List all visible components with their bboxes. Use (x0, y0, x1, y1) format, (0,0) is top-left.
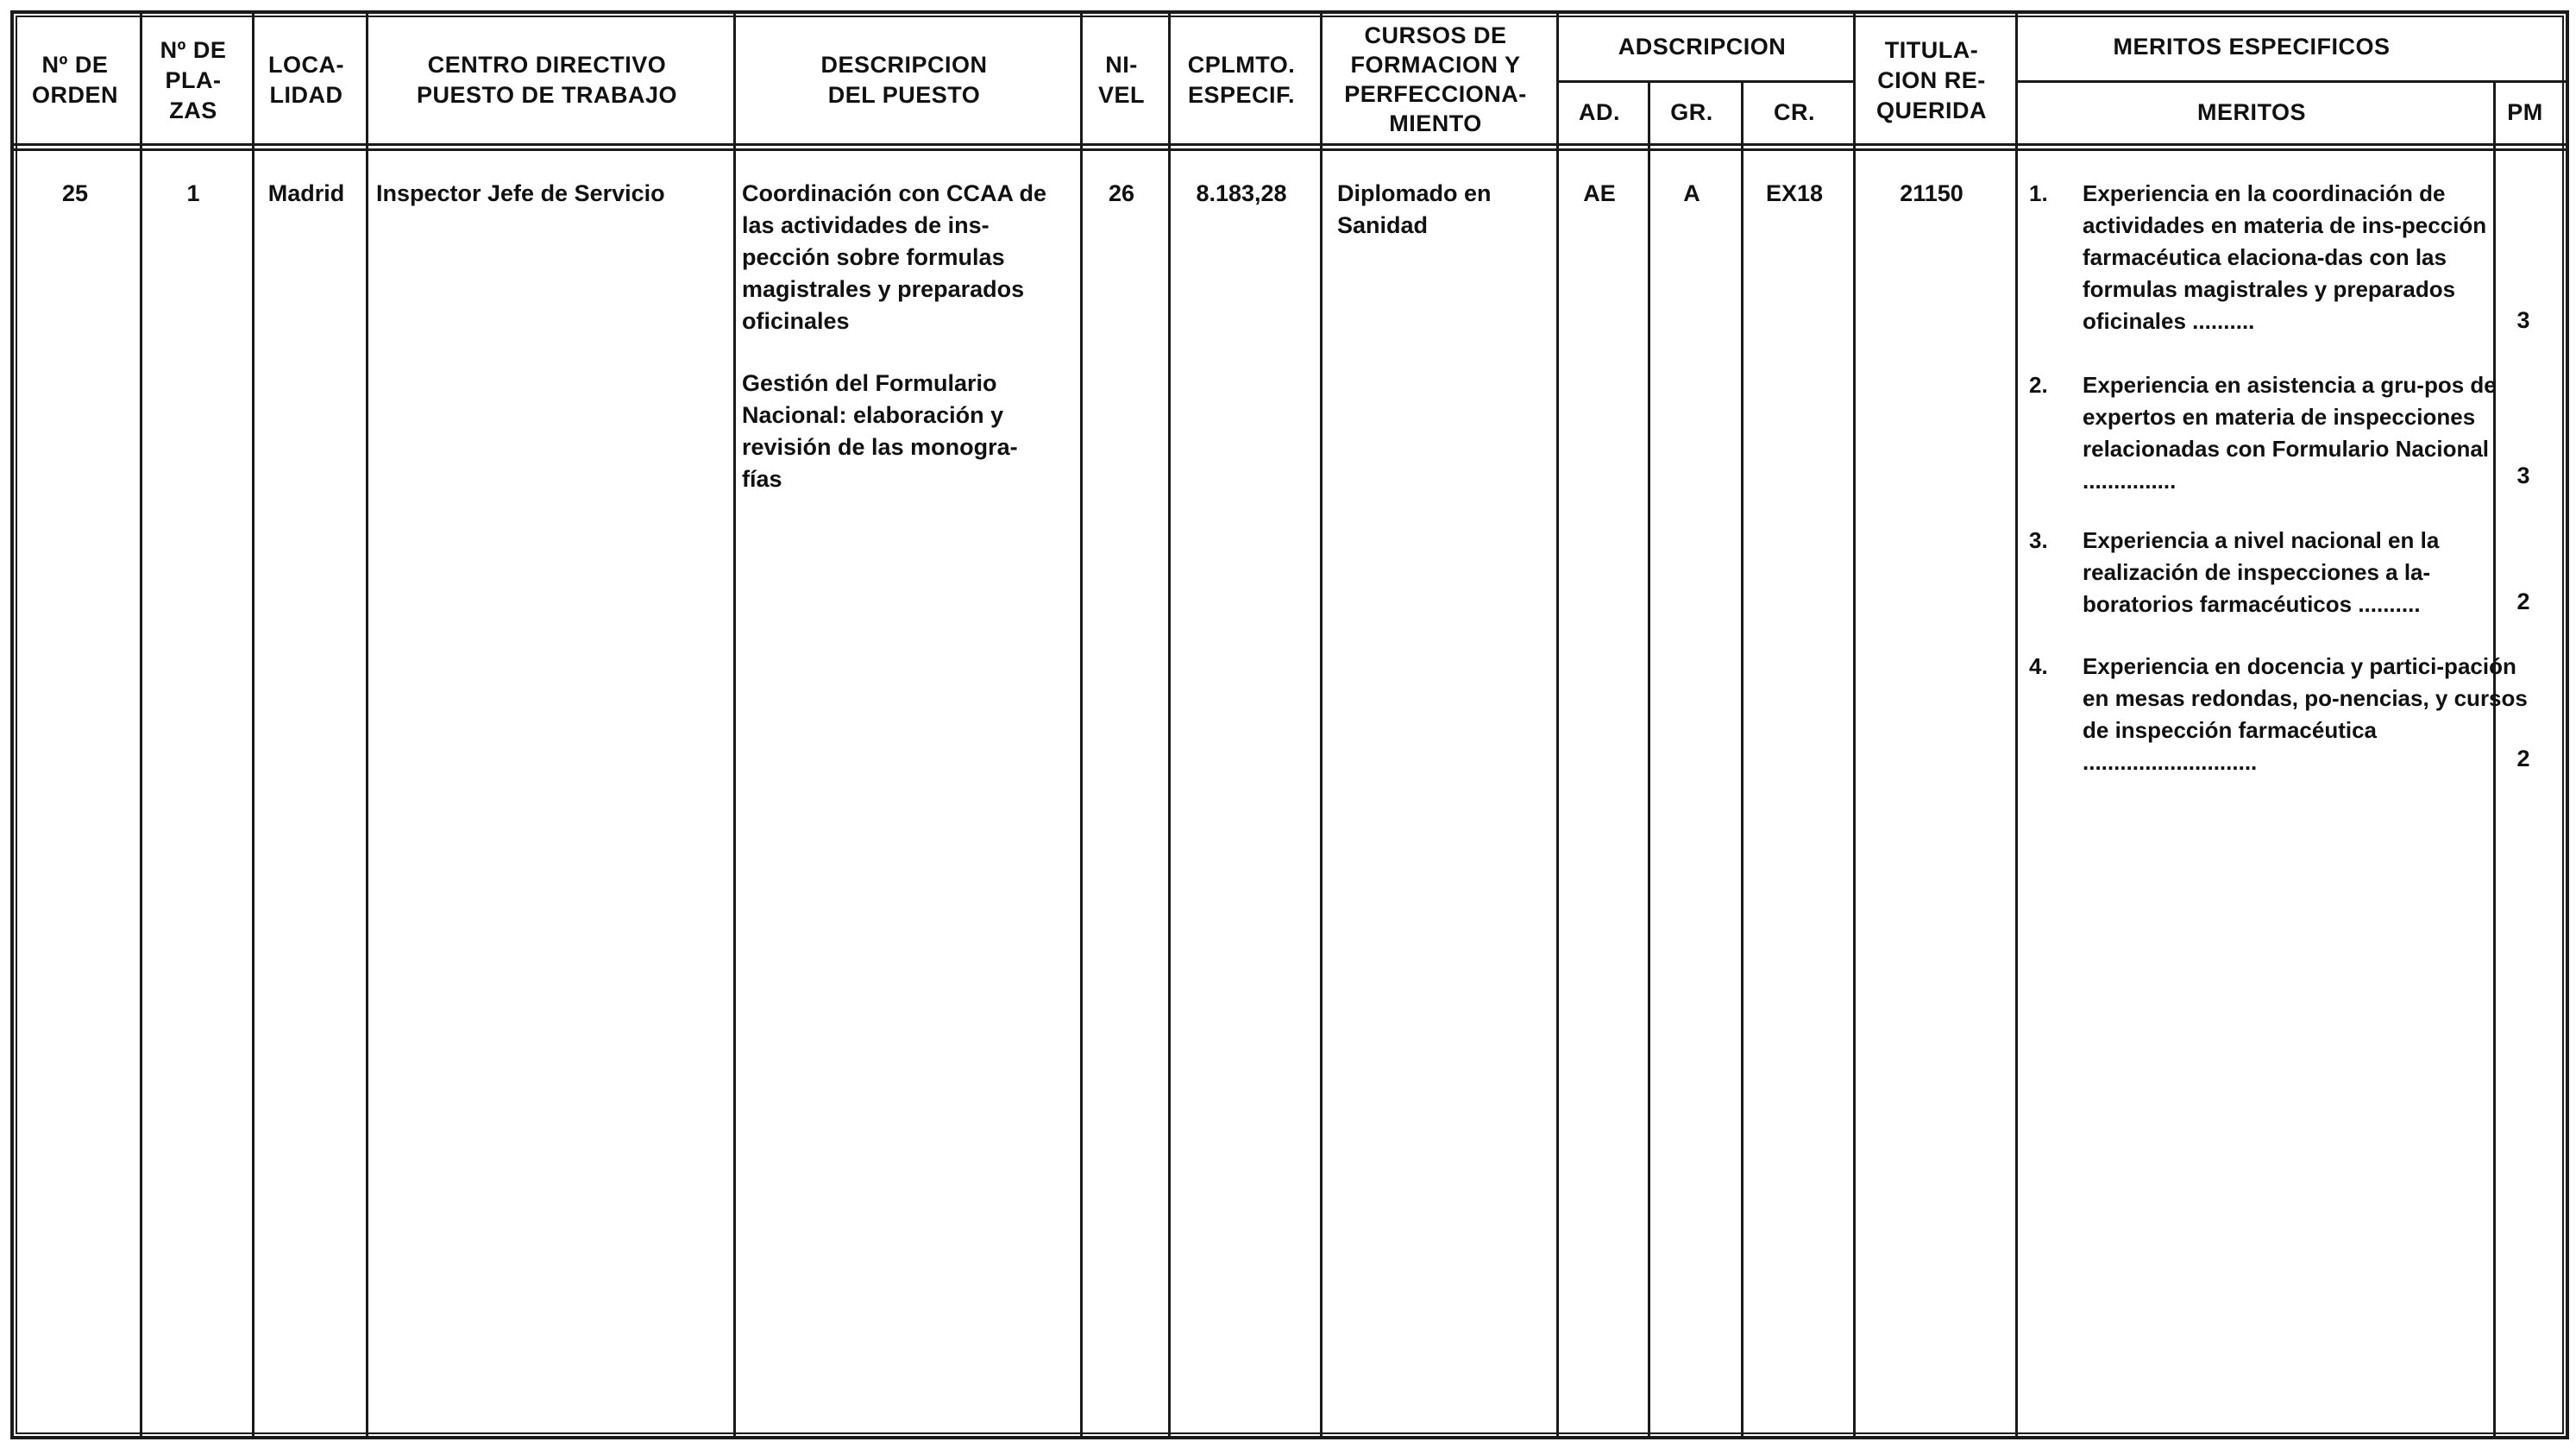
descripcion-paragraph: Gestión del Formulario Nacional: elaboración y revisión de las monogra-fías (742, 370, 1018, 492)
header-meritos-especificos: MERITOS ESPECIFICOS (2113, 33, 2391, 60)
header-plazas: Nº DE PLA- ZAS (160, 36, 227, 123)
cell-gr: A (1683, 180, 1700, 206)
col-divider (1320, 14, 1323, 1436)
merito-text: Experiencia en asistencia a gru-pos de expertos en materia de inspecciones relacionadas con Formulario Nacional ............... (2083, 372, 2497, 494)
col-divider (140, 14, 142, 1436)
header-nivel: NI- VEL (1097, 52, 1145, 108)
cell-titulacion: 21150 (1900, 180, 1963, 206)
header-adscripcion: ADSCRIPCION (1618, 33, 1787, 60)
merito-pm: 3 (2516, 307, 2530, 333)
header-divider (14, 148, 2566, 151)
col-divider (1168, 14, 1171, 1436)
cell-nivel: 26 (1108, 180, 1135, 206)
col-divider (1080, 14, 1083, 1436)
col-divider (1853, 14, 1856, 1436)
header-orden: Nº DE ORDEN (31, 52, 118, 108)
col-divider (252, 14, 254, 1436)
cell-cr: EX18 (1765, 180, 1824, 206)
cell-orden: 25 (61, 180, 89, 206)
header-cplmto: CPLMTO. ESPECIF. (1187, 52, 1296, 108)
cell-cursos: Diplomado en Sanidad (1337, 180, 1492, 238)
header-divider (14, 143, 2566, 146)
col-divider (1741, 80, 1744, 1436)
col-divider (1556, 14, 1559, 1436)
merito-number: 4. (2029, 653, 2048, 679)
header-ad: AD. (1579, 98, 1620, 125)
merito-text: Experiencia en la coordinación de actividades en materia de ins-pección farmacéutica elaciona-das con las formulas magistrales y preparados oficinales .......... (2083, 180, 2487, 334)
merito-pm: 2 (2516, 746, 2530, 771)
col-divider (366, 14, 368, 1436)
header-meritos: MERITOS (2196, 98, 2306, 125)
header-titulacion: TITULA- CION RE- QUERIDA (1875, 36, 1987, 123)
descripcion-paragraph: Coordinación con CCAA de las actividades de ins-pección sobre formulas magistrales y preparados oficinales (742, 180, 1047, 334)
header-gr: GR. (1670, 98, 1713, 125)
col-divider (1648, 80, 1650, 1436)
cell-centro: Inspector Jefe de Servicio (376, 180, 665, 206)
header-cr: CR. (1774, 98, 1815, 125)
cell-localidad: Madrid (267, 180, 345, 206)
merito-pm: 2 (2516, 589, 2530, 614)
cell-descripcion (742, 178, 1052, 526)
col-divider (733, 14, 736, 1436)
header-descripcion: DESCRIPCION DEL PUESTO (820, 52, 988, 108)
col-divider (2015, 14, 2018, 1436)
header-centro: CENTRO DIRECTIVO PUESTO DE TRABAJO (416, 52, 678, 108)
merito-text: Experiencia en docencia y partici-pación en mesas redondas, po-nencias, y cursos de inspección farmacéutica ............................ (2083, 653, 2528, 775)
cell-cplmto: 8.183,28 (1196, 180, 1287, 206)
cell-ad: AE (1583, 180, 1616, 206)
merito-number: 2. (2029, 372, 2048, 398)
merito-number: 3. (2029, 527, 2048, 553)
header-localidad: LOCA- LIDAD (268, 52, 344, 108)
header-pm: PM (2507, 98, 2543, 125)
header-cursos: CURSOS DE FORMACION Y PERFECCIONA- MIENTO (1344, 22, 1527, 136)
merito-number: 1. (2029, 180, 2048, 206)
merito-text: Experiencia a nivel nacional en la realización de inspecciones a la-boratorios farmacéuticos .......... (2083, 527, 2440, 617)
merito-pm: 3 (2516, 463, 2530, 488)
cell-plazas: 1 (186, 180, 200, 206)
